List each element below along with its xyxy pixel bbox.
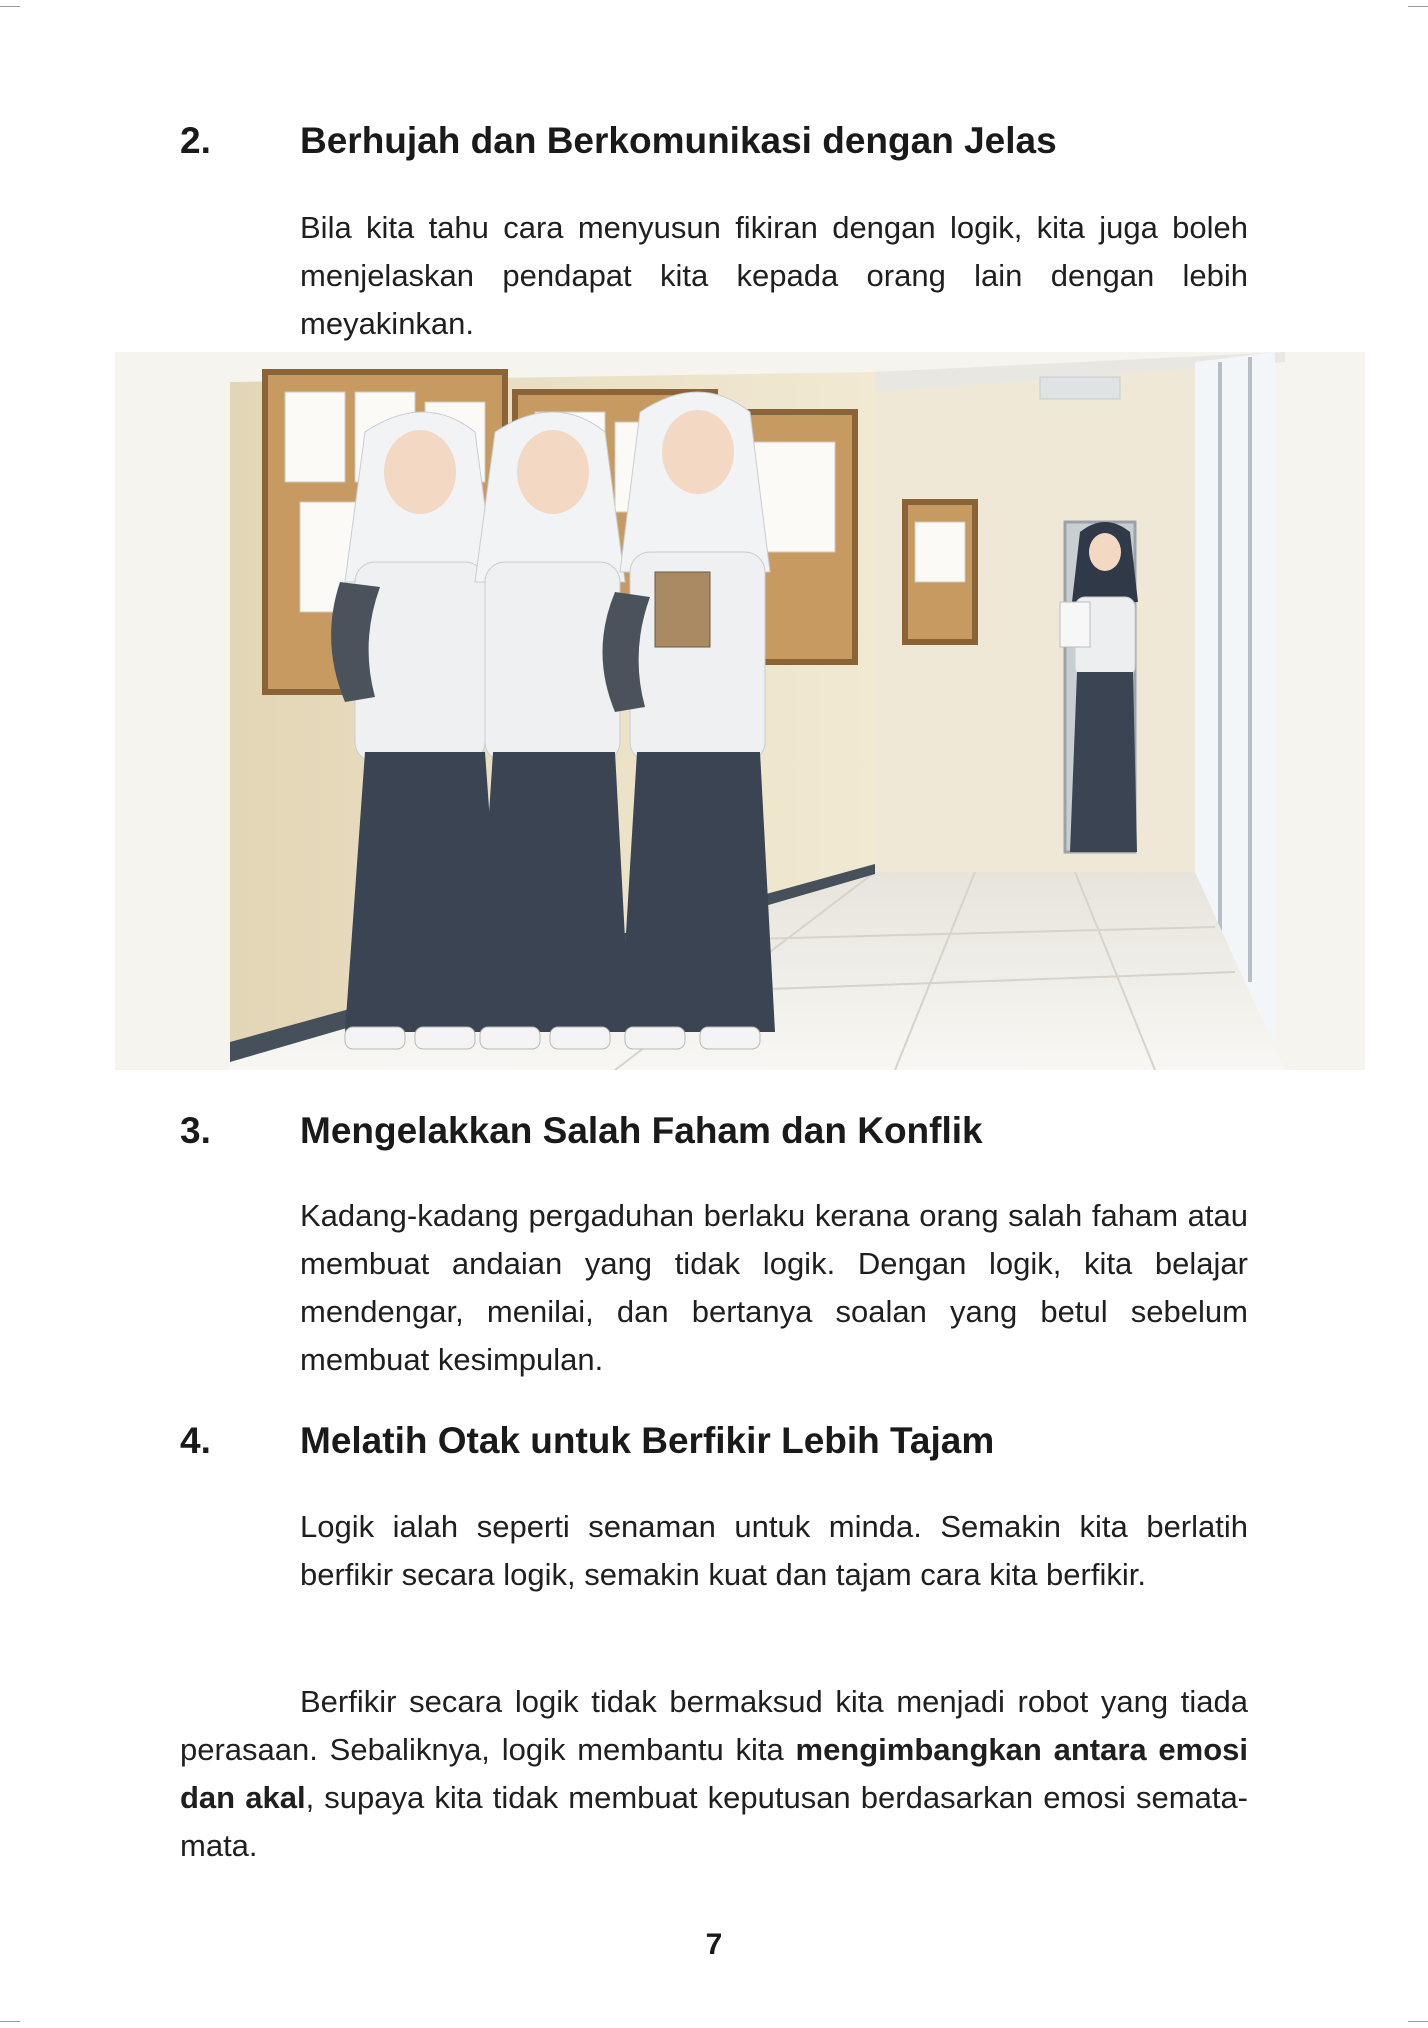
section-title: Melatih Otak untuk Berfikir Lebih Tajam — [300, 1420, 995, 1461]
page-number: 7 — [705, 1928, 723, 1961]
paragraph-text: Kadang-kadang pergaduhan berlaku kerana orang salah faham atau membuat andaian yang tidak logik. Dengan logik, kita belajar mendengar, menilai, dan bertanya soalan yang betul sebelum membuat kesimpulan. — [300, 1198, 1248, 1377]
section-number: 3. — [180, 1110, 211, 1151]
student-middle — [475, 412, 630, 1049]
closing-text-bold: mengimbangkan antara emosi dan akal — [180, 1732, 1249, 1815]
crop-mark-top-left — [0, 6, 20, 7]
crop-mark-top-right — [1408, 6, 1428, 7]
paragraph-text: Logik ialah seperti senaman untuk minda. Semakin kita berlatih berfikir secara logik, semakin kuat dan tajam cara kita berfikir. — [300, 1509, 1248, 1592]
closing-text-2: , supaya kita tidak membuat keputusan berdasarkan emosi semata-mata. — [180, 1780, 1249, 1863]
paragraph-text — [180, 1678, 1248, 1870]
section-4-body — [300, 1503, 1248, 1599]
section-2-body — [300, 204, 1248, 348]
illustration-svg — [115, 352, 1365, 1070]
closing-text-1: Berfikir secara logik tidak bermaksud kita menjadi robot yang tiada perasaan. Sebaliknya, logik membantu kita — [180, 1684, 1248, 1767]
crop-mark-bottom-right — [1408, 2021, 1428, 2022]
crop-mark-bottom-left — [0, 2021, 20, 2022]
closing-paragraph — [180, 1678, 1248, 1870]
paragraph-text: Bila kita tahu cara menyusun fikiran dengan logik, kita juga boleh menjelaskan pendapat kita kepada orang lain dengan lebih meyakinkan. — [300, 210, 1248, 341]
section-title: Mengelakkan Salah Faham dan Konflik — [300, 1110, 983, 1151]
section-title: Berhujah dan Berkomunikasi dengan Jelas — [300, 120, 1057, 161]
section-number: 2. — [180, 120, 211, 161]
section-3-body — [300, 1192, 1248, 1384]
section-number: 4. — [180, 1420, 211, 1461]
hallway-students-illustration — [115, 352, 1365, 1070]
student-left — [331, 412, 505, 1049]
